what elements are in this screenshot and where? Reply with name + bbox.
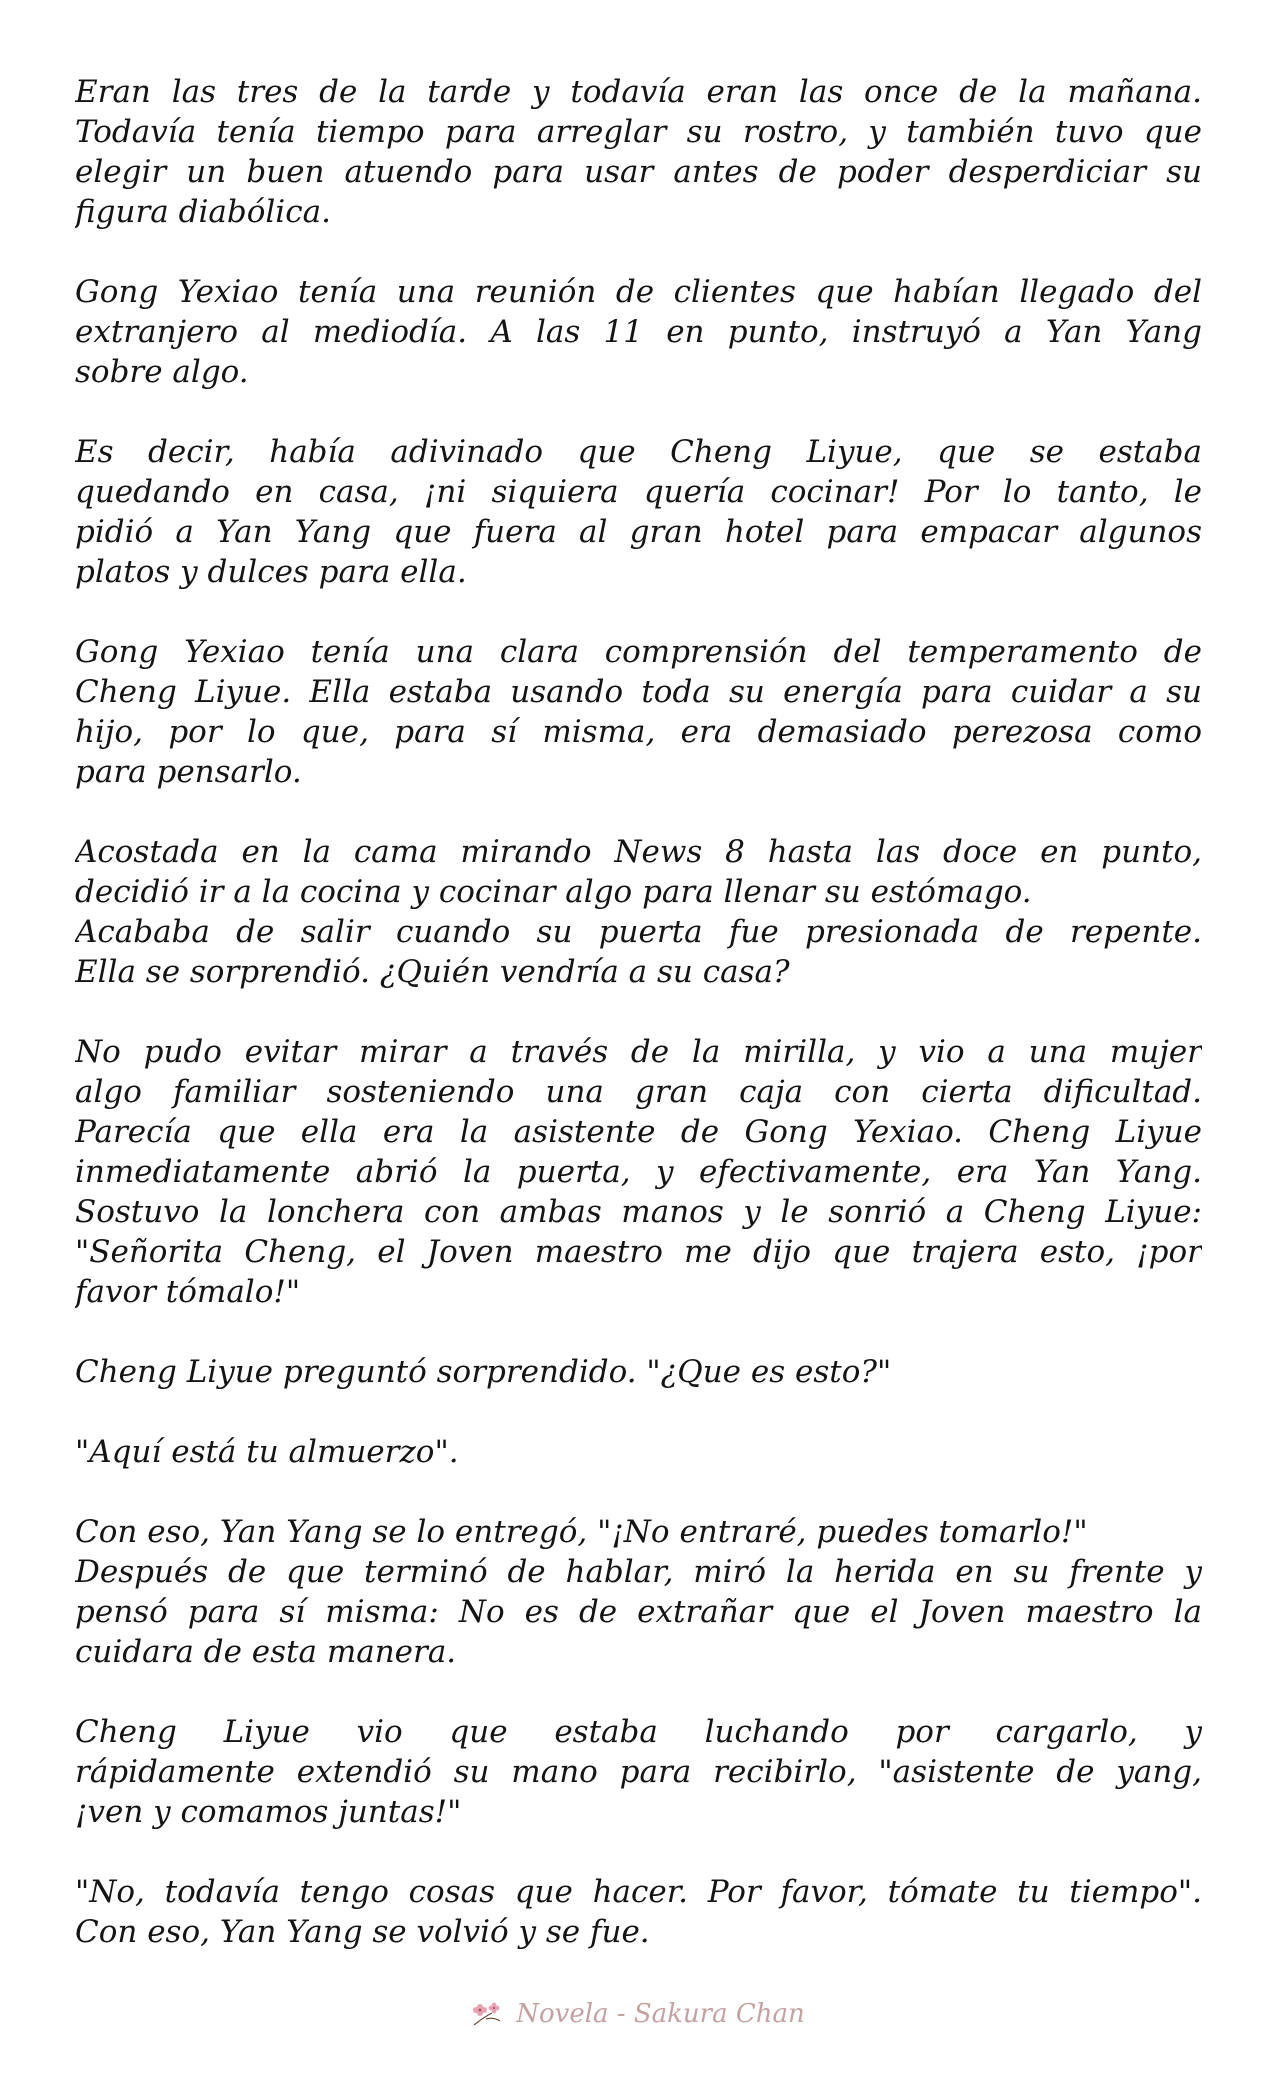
text-line: elegir un buen atuendo para usar antes de poder desperdiciar su — [75, 154, 1202, 190]
paragraph — [75, 832, 1202, 992]
paragraph — [75, 1512, 1202, 1672]
text-line: algo familiar sosteniendo una gran caja con cierta dificultad. — [75, 1074, 1202, 1110]
text-line: pidió a Yan Yang que fuera al gran hotel para empacar algunos — [75, 514, 1202, 550]
cherry-blossom-icon — [470, 1999, 506, 2029]
chapter-text — [75, 72, 1202, 1952]
footer-text: Novela - Sakura Chan — [516, 1999, 805, 2029]
text-line: Parecía que ella era la asistente de Gong Yexiao. Cheng Liyue — [75, 1114, 1202, 1150]
text-line: Eran las tres de la tarde y todavía eran las once de la mañana. — [75, 74, 1202, 110]
text-line: "Señorita Cheng, el Joven maestro me dijo que trajera esto, ¡por — [75, 1234, 1202, 1270]
text-line: Todavía tenía tiempo para arreglar su rostro, y también tuvo que — [75, 114, 1202, 150]
paragraph — [75, 1872, 1202, 1952]
text-line: quedando en casa, ¡ni siquiera quería cocinar! Por lo tanto, le — [75, 474, 1202, 510]
text-line: Sostuvo la lonchera con ambas manos y le sonrió a Cheng Liyue: — [75, 1194, 1202, 1230]
text-line: Con eso, Yan Yang se volvió y se fue. — [75, 1914, 650, 1950]
text-line: favor tómalo!" — [75, 1274, 301, 1310]
paragraph — [75, 272, 1202, 392]
paragraph — [75, 1352, 1202, 1392]
paragraph — [75, 1032, 1202, 1312]
text-line: rápidamente extendió su mano para recibirlo, "asistente de yang, — [75, 1754, 1202, 1790]
text-line: para pensarlo. — [75, 754, 302, 790]
text-line: figura diabólica. — [75, 194, 331, 230]
text-line: platos y dulces para ella. — [75, 554, 467, 590]
paragraph — [75, 1432, 1202, 1472]
text-line: inmediatamente abrió la puerta, y efectivamente, era Yan Yang. — [75, 1154, 1202, 1190]
text-line: Con eso, Yan Yang se lo entregó, "¡No entraré, puedes tomarlo!" — [75, 1514, 1088, 1550]
paragraph — [75, 632, 1202, 792]
text-line: pensó para sí misma: No es de extrañar que el Joven maestro la — [75, 1594, 1202, 1630]
text-line: Gong Yexiao tenía una clara comprensión del temperamento de — [75, 634, 1202, 670]
text-line: sobre algo. — [75, 354, 249, 390]
text-line: Cheng Liyue vio que estaba luchando por cargarlo, y — [75, 1714, 1202, 1750]
text-line: cuidara de esta manera. — [75, 1634, 457, 1670]
text-line: Después de que terminó de hablar, miró la herida en su frente y — [75, 1554, 1202, 1590]
paragraph — [75, 432, 1202, 592]
text-line: ¡ven y comamos juntas!" — [75, 1794, 462, 1830]
text-line: Es decir, había adivinado que Cheng Liyue, que se estaba — [75, 434, 1202, 470]
paragraph — [75, 1712, 1202, 1832]
text-line: Acostada en la cama mirando News 8 hasta las doce en punto, — [75, 834, 1202, 870]
text-line: "No, todavía tengo cosas que hacer. Por favor, tómate tu tiempo". — [75, 1874, 1202, 1910]
text-line: Ella se sorprendió. ¿Quién vendría a su casa? — [75, 954, 790, 990]
text-line: "Aquí está tu almuerzo". — [75, 1434, 459, 1470]
text-line: extranjero al mediodía. A las 11 en punto, instruyó a Yan Yang — [75, 314, 1202, 350]
text-line: hijo, por lo que, para sí misma, era demasiado perezosa como — [75, 714, 1202, 750]
text-line: decidió ir a la cocina y cocinar algo para llenar su estómago. — [75, 874, 1032, 910]
text-line: No pudo evitar mirar a través de la mirilla, y vio a una mujer — [75, 1034, 1202, 1070]
text-line: Cheng Liyue. Ella estaba usando toda su energía para cuidar a su — [75, 674, 1202, 710]
text-line: Cheng Liyue preguntó sorprendido. "¿Que es esto?" — [75, 1354, 892, 1390]
text-line: Gong Yexiao tenía una reunión de clientes que habían llegado del — [75, 274, 1202, 310]
paragraph — [75, 72, 1202, 232]
text-line: Acababa de salir cuando su puerta fue presionada de repente. — [75, 914, 1202, 950]
footer-watermark — [0, 1992, 1275, 2036]
